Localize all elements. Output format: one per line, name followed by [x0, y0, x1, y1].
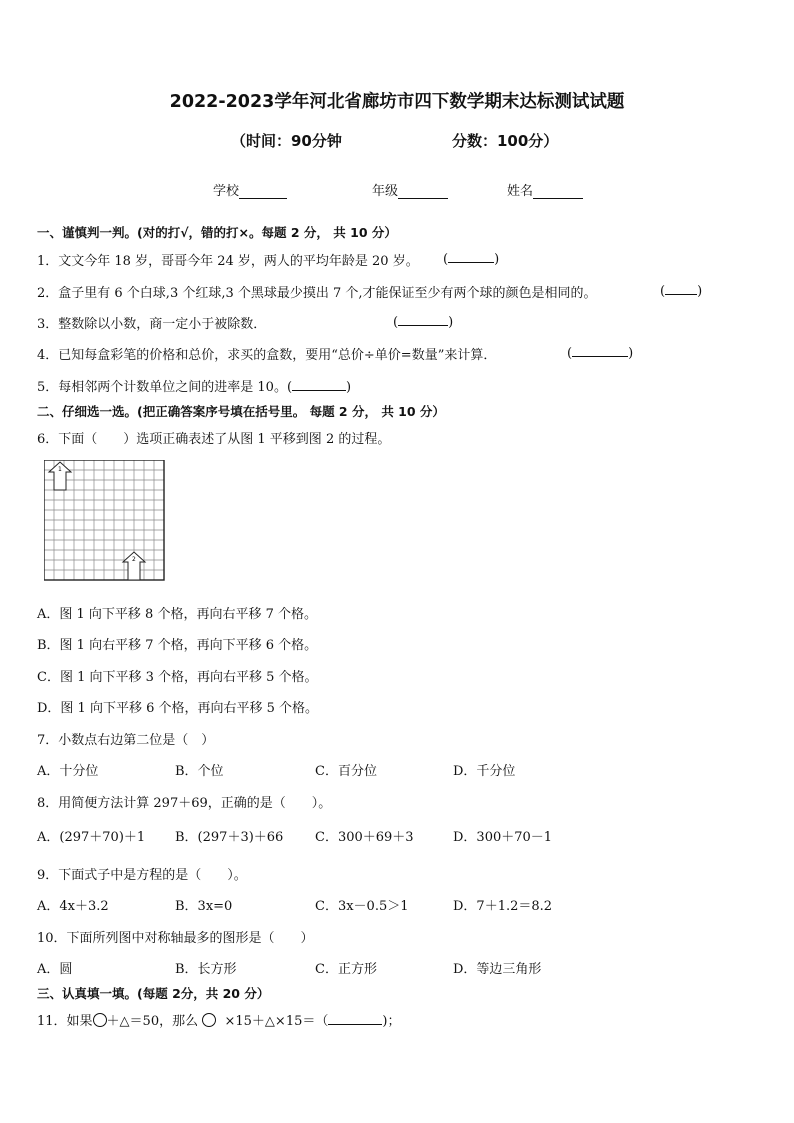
q10-option-b[interactable]: B．长方形: [175, 962, 237, 977]
q10-option-c[interactable]: C．正方形: [315, 962, 377, 977]
section1-heading: 一、谨慎判一判。(对的打√，错的打×。每题 2 分， 共 10 分）: [37, 225, 397, 240]
question-10: 10．下面所列图中对称轴最多的图形是（ ）: [37, 931, 314, 946]
q6-option-a[interactable]: A．图 1 向下平移 8 个格，再向右平移 7 个格。: [37, 607, 317, 622]
name-field: [507, 180, 583, 199]
grade-field: [372, 180, 448, 199]
question-11: 11．如果 ＋△＝50，那么 ×15＋△×15＝（ )；: [37, 1014, 401, 1029]
answer-blank-2[interactable]: ( ): [660, 284, 703, 299]
answer-blank-4[interactable]: ( ): [567, 346, 634, 361]
page-title: 2022-2023学年河北省廊坊市四下数学期末达标测试试题: [169, 92, 625, 112]
q9-option-a[interactable]: A．4x＋3.2: [37, 899, 109, 914]
q9-option-b[interactable]: B．3x=0: [175, 899, 233, 914]
score-label: 分数：100分）: [452, 132, 559, 150]
answer-blank-5[interactable]: [292, 378, 346, 391]
q6-option-d[interactable]: D．图 1 向下平移 6 个格，再向右平移 5 个格。: [37, 701, 319, 716]
name-label: 姓名: [507, 184, 534, 199]
q10-option-a[interactable]: A．圆: [37, 962, 73, 977]
time-label: （时间：90分钟: [231, 132, 342, 150]
question-3: 3．整数除以小数，商一定小于被除数．: [37, 317, 267, 332]
section3-heading: 三、认真填一填。(每题 2分，共 20 分）: [37, 986, 270, 1001]
school-blank[interactable]: [239, 185, 287, 199]
question-4: 4．已知每盒彩笔的价格和总价，求买的盒数，要用“总价÷单价=数量”来计算．: [37, 348, 497, 363]
q6-option-c[interactable]: C．图 1 向下平移 3 个格，再向右平移 5 个格。: [37, 670, 318, 685]
school-field: [213, 180, 287, 199]
q6-option-b[interactable]: B．图 1 向右平移 7 个格，再向下平移 6 个格。: [37, 638, 318, 653]
q8-option-b[interactable]: B．(297＋3)＋66: [175, 830, 284, 845]
school-label: 学校: [213, 184, 240, 199]
q9-option-d[interactable]: D．7＋1.2＝8.2: [453, 899, 553, 914]
q7-option-c[interactable]: C．百分位: [315, 764, 377, 779]
q8-option-a[interactable]: A．(297＋70)＋1: [37, 830, 146, 845]
q8-option-d[interactable]: D．300＋70－1: [453, 830, 553, 845]
q7-option-b[interactable]: B．个位: [175, 764, 224, 779]
q9-option-c[interactable]: C．3x－0.5＞1: [315, 899, 409, 914]
circle-icon: [93, 1013, 107, 1027]
q8-option-c[interactable]: C．300＋69＋3: [315, 830, 414, 845]
grade-label: 年级: [372, 184, 399, 199]
house-shape-1: [49, 462, 71, 490]
question-7: 7．小数点右边第二位是（ ）: [37, 733, 215, 748]
question-5: 5．每相邻两个计数单位之间的进率是 10。( ): [37, 380, 352, 395]
question-1: 1．文文今年 18 岁，哥哥今年 24 岁，两人的平均年龄是 20 岁。: [37, 254, 419, 269]
q10-option-d[interactable]: D．等边三角形: [453, 962, 542, 977]
question-9: 9．下面式子中是方程的是（ ）。: [37, 868, 247, 883]
answer-blank-1[interactable]: ( ): [443, 252, 500, 267]
circle-icon: [202, 1013, 216, 1027]
answer-blank-11[interactable]: [328, 1012, 382, 1025]
house-shape-2: [123, 552, 145, 580]
figure-label-1: 1: [58, 466, 62, 473]
question-2: 2．盒子里有 6 个白球,3 个红球,3 个黑球最少摸出 7 个,才能保证至少有两个球的颜色是相同的。: [37, 286, 597, 301]
answer-blank-3[interactable]: ( ): [393, 315, 454, 330]
section2-heading: 二、仔细选一选。(把正确答案序号填在括号里。 每题 2 分， 共 10 分）: [37, 404, 445, 419]
question-6: 6．下面（ ）选项正确表述了从图 1 平移到图 2 的过程。: [37, 432, 391, 447]
q7-option-d[interactable]: D．千分位: [453, 764, 516, 779]
q7-option-a[interactable]: A．十分位: [37, 764, 99, 779]
figure-label-2: 2: [132, 556, 136, 563]
translation-grid-figure: [44, 460, 168, 584]
question-8: 8．用简便方法计算 297＋69，正确的是（ ）。: [37, 796, 332, 811]
name-blank[interactable]: [533, 185, 583, 199]
grade-blank[interactable]: [398, 185, 448, 199]
